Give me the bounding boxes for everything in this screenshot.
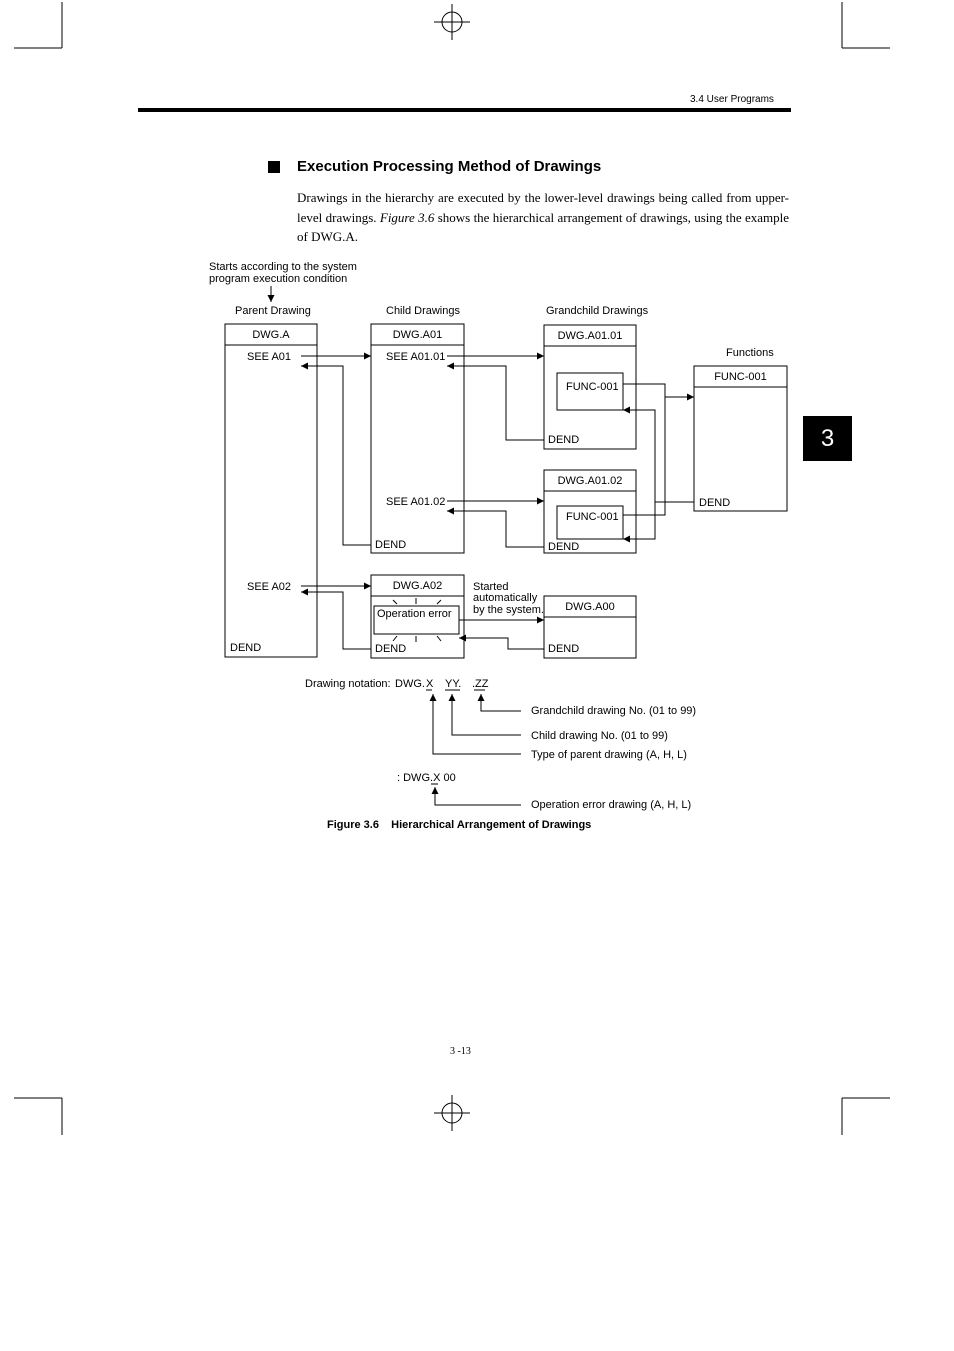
notation-error-suffix: 00 bbox=[440, 772, 456, 784]
gc-a0102-dend: DEND bbox=[548, 541, 580, 553]
func-title: FUNC-001 bbox=[714, 371, 767, 383]
parent-dend: DEND bbox=[230, 642, 262, 654]
figure-reference: Figure 3.6 bbox=[379, 209, 435, 225]
notation-x: X bbox=[426, 678, 434, 690]
child-a01-see2: SEE A01.02 bbox=[386, 496, 446, 508]
notation-zz: .ZZ bbox=[472, 678, 489, 690]
notation-error-x: X bbox=[433, 772, 441, 784]
child-a01-title: DWG.A01 bbox=[392, 329, 443, 341]
body-text-part1: Drawings in the hierarchy are executed by the lower-level drawings being called from upper-level drawings. bbox=[297, 190, 789, 225]
auto-start-line1: Started bbox=[473, 581, 509, 593]
parent-box bbox=[225, 324, 317, 657]
column-child-label: Child Drawings bbox=[386, 305, 460, 317]
notation-error-example bbox=[397, 772, 456, 784]
gc-a0102-title: DWG.A01.02 bbox=[557, 475, 623, 487]
gc-a0101-func: FUNC-001 bbox=[566, 381, 619, 393]
a00-dend: DEND bbox=[548, 643, 580, 655]
column-grandchild-label: Grandchild Drawings bbox=[546, 305, 649, 317]
func-box bbox=[694, 366, 787, 511]
notation-prefix: DWG. bbox=[395, 678, 425, 690]
body-text-part2: shows the hierarchical arrangement of drawings, using the example of DWG.A. bbox=[297, 209, 789, 244]
a00-title: DWG.A00 bbox=[565, 601, 615, 613]
auto-start-line3: by the system. bbox=[473, 604, 544, 616]
section-title: Execution Processing Method of Drawings bbox=[297, 158, 602, 175]
gc-a0101-dend: DEND bbox=[548, 434, 580, 446]
notation-error-desc: Operation error drawing (A, H, L) bbox=[531, 799, 692, 811]
auto-start-line2: automatically bbox=[473, 592, 538, 604]
page-number: 3 -13 bbox=[450, 1046, 471, 1057]
notation-parent-desc: Type of parent drawing (A, H, L) bbox=[531, 749, 687, 761]
column-parent-label: Parent Drawing bbox=[235, 305, 311, 317]
func-dend: DEND bbox=[699, 497, 731, 509]
parent-see-a01: SEE A01 bbox=[247, 351, 292, 363]
notation-child-desc: Child drawing No. (01 to 99) bbox=[531, 730, 668, 742]
column-functions-label: Functions bbox=[726, 347, 774, 359]
parent-see-a02: SEE A02 bbox=[247, 581, 292, 593]
start-note-line2: program execution condition bbox=[209, 273, 348, 285]
notation-yy: YY. bbox=[445, 678, 462, 690]
child-a01-dend: DEND bbox=[375, 539, 407, 551]
child-a02-title: DWG.A02 bbox=[392, 580, 443, 592]
gc-a0101-title: DWG.A01.01 bbox=[557, 330, 623, 342]
chapter-tab: 3 bbox=[803, 416, 852, 461]
running-head: 3.4 User Programs bbox=[690, 94, 774, 105]
start-note-line1: Starts according to the system bbox=[209, 261, 357, 273]
operation-error-label: Operation error bbox=[377, 608, 452, 620]
parent-title: DWG.A bbox=[252, 329, 290, 341]
gc-a0102-func: FUNC-001 bbox=[566, 511, 619, 523]
notation-error-prefix: : DWG. bbox=[397, 772, 434, 784]
notation-label: Drawing notation: bbox=[305, 678, 391, 690]
child-a02-dend: DEND bbox=[375, 643, 407, 655]
notation-grandchild-desc: Grandchild drawing No. (01 to 99) bbox=[531, 705, 697, 717]
child-a01-see1: SEE A01.01 bbox=[386, 351, 446, 363]
figure-caption: Figure 3.6 Hierarchical Arrangement of Drawings bbox=[327, 819, 592, 831]
